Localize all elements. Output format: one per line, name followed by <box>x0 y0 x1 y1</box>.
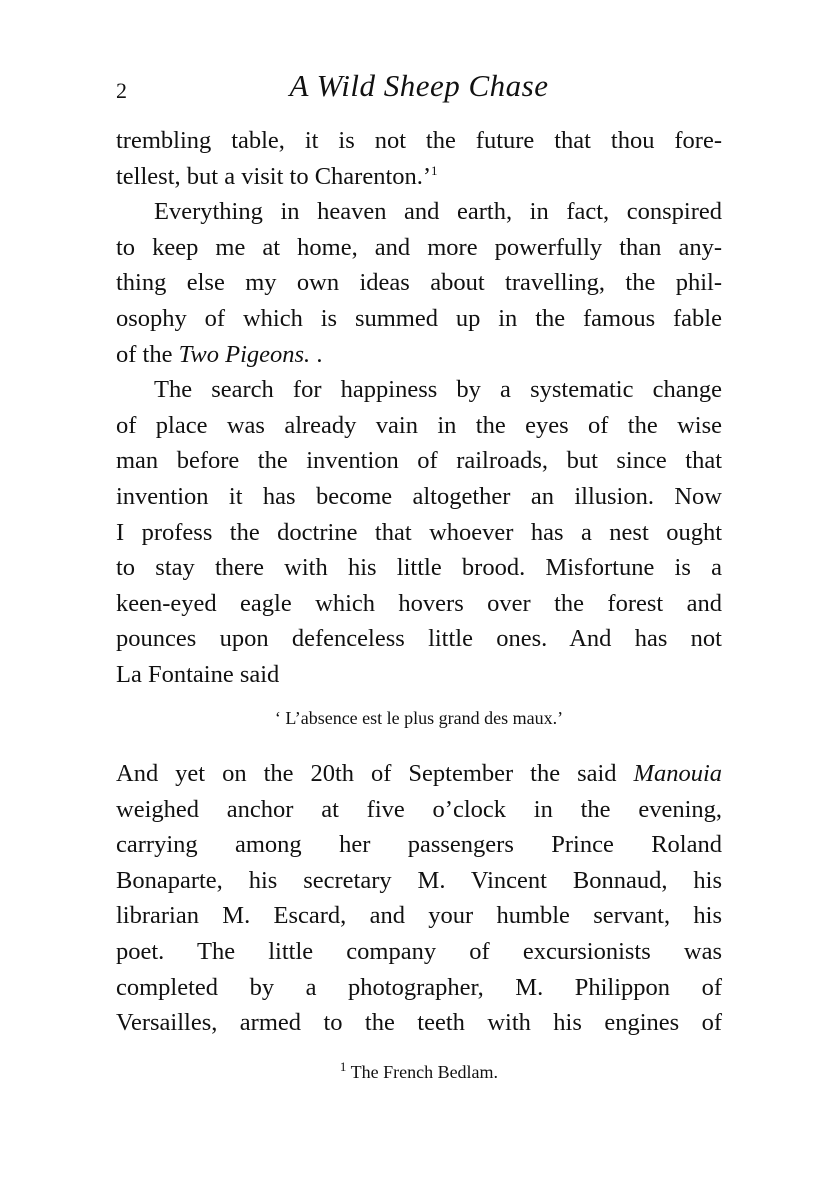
body-text-upper <box>116 123 722 693</box>
text-line: osophy of which is summed up in the famous fable <box>116 304 722 332</box>
text-line: Versailles, armed to the teeth with his engines of <box>116 1009 722 1037</box>
text-line: carrying among her passengers Prince Roland <box>116 831 722 859</box>
text-line: La Fontaine said <box>116 660 280 688</box>
running-title: A Wild Sheep Chase <box>289 68 549 103</box>
text-line <box>116 337 722 373</box>
text-line: keen-eyed eagle which hovers over the forest and <box>116 589 722 617</box>
text-line-content: And yet on the 20th of September the said <box>116 760 634 787</box>
ship-name-italic: Manouia <box>633 760 722 787</box>
text-line <box>116 159 722 195</box>
text-line: man before the invention of railroads, but since that <box>116 447 722 475</box>
text-line-content: tellest, but a visit to Charenton.’ <box>116 162 432 190</box>
footnote-reference: 1 <box>431 162 438 178</box>
footnote-marker: 1 <box>339 1059 347 1074</box>
verse-quote: ‘ L’absence est le plus grand des maux.’ <box>274 708 564 728</box>
text-line: The search for happiness by a systematic change <box>154 376 722 404</box>
book-title-italic: Two Pigeons. <box>178 340 311 368</box>
text-line-content: of the <box>116 340 179 368</box>
text-line: I profess the doctrine that whoever has a nest ought <box>116 518 722 546</box>
text-line: completed by a photographer, M. Philippon of <box>116 973 722 1001</box>
text-line: to keep me at home, and more powerfully than any- <box>116 233 722 261</box>
text-line: invention it has become altogether an illusion. Now <box>116 482 722 510</box>
text-line: pounces upon defenceless little ones. And has not <box>116 625 722 653</box>
page-header <box>116 68 722 112</box>
text-line: trembling table, it is not the future that thou fore- <box>116 127 722 154</box>
text-line <box>116 756 722 792</box>
text-line: weighed anchor at five o’clock in the evening, <box>116 795 722 823</box>
text-line: Bonaparte, his secretary M. Vincent Bonnaud, his <box>116 866 722 894</box>
text-line: Everything in heaven and earth, in fact, conspired <box>154 198 722 226</box>
text-line-content: . <box>310 340 323 368</box>
page-number: 2 <box>116 78 127 103</box>
text-line: poet. The little company of excursionists was <box>116 937 722 965</box>
text-line: to stay there with his little brood. Misfortune is a <box>116 554 722 582</box>
body-text-lower <box>116 756 722 1041</box>
text-line: of place was already vain in the eyes of the wise <box>116 411 722 439</box>
footnote-text: The French Bedlam. <box>346 1062 499 1082</box>
text-line: librarian M. Escard, and your humble servant, his <box>116 902 722 930</box>
footnote <box>116 1059 722 1083</box>
text-line: thing else my own ideas about travelling, the phil- <box>116 269 722 297</box>
